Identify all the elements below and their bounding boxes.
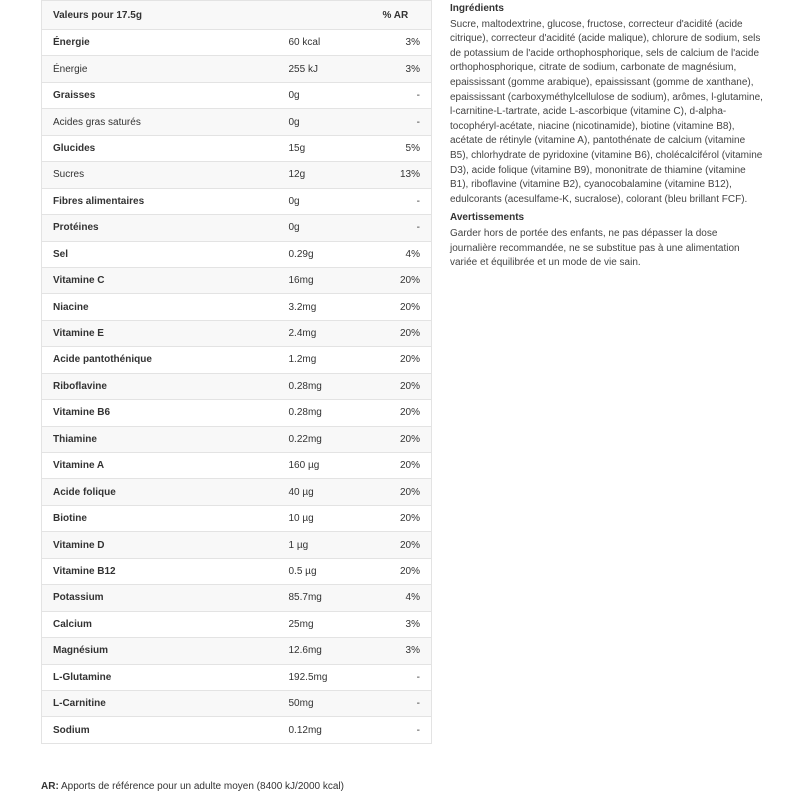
- nutrient-ar: 20%: [372, 267, 432, 293]
- table-row: [42, 320, 432, 346]
- nutrient-name: Vitamine D: [42, 532, 222, 558]
- nutrient-quantity: 0g: [222, 215, 372, 241]
- table-row: [42, 505, 432, 531]
- table-row: [42, 109, 432, 135]
- nutrient-name: Fibres alimentaires: [42, 188, 222, 214]
- nutrient-ar: 20%: [372, 453, 432, 479]
- nutrient-name: L-Carnitine: [42, 690, 222, 716]
- table-row: [42, 611, 432, 637]
- table-row: [42, 56, 432, 82]
- nutrient-name: Vitamine B12: [42, 558, 222, 584]
- nutrient-quantity: 0.5 µg: [222, 558, 372, 584]
- nutrient-name: Protéines: [42, 215, 222, 241]
- nutrient-name: Acide pantothénique: [42, 347, 222, 373]
- warnings-title: Avertissements: [450, 212, 525, 224]
- nutrient-name: Acides gras saturés: [42, 109, 222, 135]
- table-row: [42, 294, 432, 320]
- nutrient-quantity: 255 kJ: [222, 56, 372, 82]
- nutrient-quantity: 0.12mg: [222, 717, 372, 743]
- nutrient-quantity: 10 µg: [222, 505, 372, 531]
- nutrient-quantity: 2.4mg: [222, 320, 372, 346]
- nutrient-ar: -: [372, 188, 432, 214]
- nutrient-quantity: 0g: [222, 109, 372, 135]
- nutrient-name: Vitamine B6: [42, 400, 222, 426]
- nutrient-quantity: 12.6mg: [222, 638, 372, 664]
- nutrient-name: Énergie: [42, 56, 222, 82]
- nutrient-quantity: 0g: [222, 82, 372, 108]
- table-row: [42, 267, 432, 293]
- product-info: [450, 2, 765, 275]
- nutrient-quantity: 192.5mg: [222, 664, 372, 690]
- nutrient-name: Vitamine E: [42, 320, 222, 346]
- nutrient-quantity: 25mg: [222, 611, 372, 637]
- table-row: [42, 690, 432, 716]
- nutrient-name: Riboflavine: [42, 373, 222, 399]
- nutrition-table: [41, 0, 432, 744]
- footnote-label: AR:: [41, 781, 59, 792]
- table-row: [42, 426, 432, 452]
- nutrient-ar: 3%: [372, 638, 432, 664]
- nutrient-quantity: 160 µg: [222, 453, 372, 479]
- header-serving: Valeurs pour 17.5g: [42, 1, 222, 30]
- warnings-text: Garder hors de portée des enfants, ne pas dépasser la dose journalière recommandée, ne se substitue pas à une alimentation variée et équilibrée et un mode de vie sain.: [450, 227, 740, 269]
- table-row: [42, 162, 432, 188]
- nutrient-ar: 20%: [372, 373, 432, 399]
- nutrient-name: Biotine: [42, 505, 222, 531]
- nutrient-ar: 20%: [372, 347, 432, 373]
- nutrient-ar: 3%: [372, 611, 432, 637]
- nutrient-ar: 20%: [372, 294, 432, 320]
- header-quantity: [222, 1, 372, 30]
- footnote-text: Apports de référence pour un adulte moyen (8400 kJ/2000 kcal): [58, 781, 344, 792]
- nutrient-quantity: 0.29g: [222, 241, 372, 267]
- nutrient-name: Graisses: [42, 82, 222, 108]
- nutrient-ar: -: [372, 215, 432, 241]
- table-row: [42, 453, 432, 479]
- table-row: [42, 638, 432, 664]
- nutrient-quantity: 15g: [222, 135, 372, 161]
- nutrient-ar: 20%: [372, 479, 432, 505]
- nutrient-quantity: 1.2mg: [222, 347, 372, 373]
- nutrient-ar: 4%: [372, 241, 432, 267]
- table-row: [42, 215, 432, 241]
- nutrient-name: Vitamine A: [42, 453, 222, 479]
- ingredients-text: Sucre, maltodextrine, glucose, fructose, correcteur d'acidité (acide citrique), correcteur d'acidité (acide malique), chlorure de sodium, sels de potassium de l'acide orthophosphorique, sels de calcium de l'acide orthophosphorique, citrate de sodium, carbonate de magnésium, epaississant (gomme arabique), epaississant (gomme de xanthane), epaississant (carboxyméthylcellulose de sodium), arômes, l-glutamine, l-carnitine-L-tartrate, acide L-ascorbique (vitamine C), d-alpha-tocophéryl-acétate, niacine (nicotinamide), biotine (vitamine B8), acétate de rétinyle (vitamine A), pantothénate de calcium (vitamine B5), chlorhydrate de pyridoxine (vitamine B6), cholécalciférol (vitamine D3), acide folique (vitamine B9), mononitrate de thiamine (vitamine B1), riboflavine (vitamine B2), cyanocobalamine (vitamine B12), edulcorants (acesulfame-K, sucralose), colorant (bleu brillant FCF).: [450, 18, 763, 205]
- ingredients-title: Ingrédients: [450, 3, 504, 14]
- footnote: [41, 781, 344, 792]
- nutrient-name: Sodium: [42, 717, 222, 743]
- table-row: [42, 558, 432, 584]
- nutrient-name: Niacine: [42, 294, 222, 320]
- nutrient-ar: 20%: [372, 320, 432, 346]
- nutrient-ar: -: [372, 690, 432, 716]
- nutrient-quantity: 0g: [222, 188, 372, 214]
- nutrient-quantity: 0.28mg: [222, 373, 372, 399]
- nutrient-quantity: 0.22mg: [222, 426, 372, 452]
- nutrient-name: Énergie: [42, 30, 222, 56]
- nutrient-ar: 4%: [372, 585, 432, 611]
- table-row: [42, 82, 432, 108]
- nutrient-quantity: 60 kcal: [222, 30, 372, 56]
- nutrient-name: Thiamine: [42, 426, 222, 452]
- nutrient-quantity: 50mg: [222, 690, 372, 716]
- table-row: [42, 241, 432, 267]
- table-row: [42, 400, 432, 426]
- table-row: [42, 585, 432, 611]
- table-row: [42, 479, 432, 505]
- nutrient-ar: -: [372, 82, 432, 108]
- nutrient-quantity: 12g: [222, 162, 372, 188]
- nutrient-ar: 3%: [372, 56, 432, 82]
- nutrient-name: Glucides: [42, 135, 222, 161]
- table-row: [42, 373, 432, 399]
- nutrient-ar: 13%: [372, 162, 432, 188]
- nutrient-quantity: 40 µg: [222, 479, 372, 505]
- nutrient-name: Calcium: [42, 611, 222, 637]
- nutrient-ar: 20%: [372, 558, 432, 584]
- nutrient-name: Acide folique: [42, 479, 222, 505]
- table-row: [42, 135, 432, 161]
- nutrient-ar: -: [372, 717, 432, 743]
- nutrient-quantity: 3.2mg: [222, 294, 372, 320]
- table-row: [42, 347, 432, 373]
- nutrient-name: Potassium: [42, 585, 222, 611]
- nutrient-name: Magnésium: [42, 638, 222, 664]
- nutrient-ar: 3%: [372, 30, 432, 56]
- nutrient-quantity: 1 µg: [222, 532, 372, 558]
- table-row: [42, 30, 432, 56]
- header-ar: % AR: [372, 1, 432, 30]
- nutrient-ar: 20%: [372, 532, 432, 558]
- nutrient-ar: 20%: [372, 505, 432, 531]
- nutrient-quantity: 16mg: [222, 267, 372, 293]
- nutrient-ar: 5%: [372, 135, 432, 161]
- nutrient-name: Sel: [42, 241, 222, 267]
- table-row: [42, 717, 432, 743]
- nutrient-quantity: 85.7mg: [222, 585, 372, 611]
- table-row: [42, 664, 432, 690]
- table-row: [42, 188, 432, 214]
- table-header-row: [42, 1, 432, 30]
- nutrient-quantity: 0.28mg: [222, 400, 372, 426]
- nutrient-ar: 20%: [372, 400, 432, 426]
- nutrient-ar: 20%: [372, 426, 432, 452]
- table-row: [42, 532, 432, 558]
- nutrient-ar: -: [372, 664, 432, 690]
- nutrient-ar: -: [372, 109, 432, 135]
- nutrient-name: L-Glutamine: [42, 664, 222, 690]
- nutrient-name: Vitamine C: [42, 267, 222, 293]
- nutrient-name: Sucres: [42, 162, 222, 188]
